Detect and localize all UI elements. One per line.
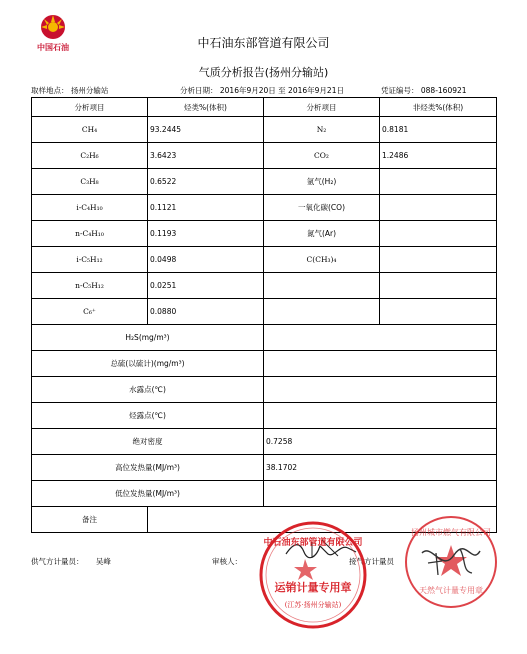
table-row <box>32 299 497 325</box>
table-row <box>32 273 497 299</box>
remark-label: 备注 <box>32 507 148 533</box>
property-value <box>264 377 497 403</box>
property-row <box>32 455 497 481</box>
component-name-2: 一氧化碳(CO) <box>264 195 380 221</box>
logo-text: 中国石油 <box>37 43 69 52</box>
property-value <box>264 351 497 377</box>
component-value-2 <box>380 221 497 247</box>
component-name: i-C₅H₁₂ <box>32 247 148 273</box>
property-label: 烃露点(℃) <box>32 403 264 429</box>
property-row <box>32 481 497 507</box>
date-value: 2016年9月20日 至 2016年9月21日 <box>219 86 344 95</box>
component-name: n-C₄H₁₀ <box>32 221 148 247</box>
stamp2-bottom-text: 天然气计量专用章 <box>419 586 483 595</box>
property-row <box>32 325 497 351</box>
component-value: 0.1121 <box>148 195 264 221</box>
component-value-2 <box>380 273 497 299</box>
property-label: 总硫(以硫计)(mg/m³) <box>32 351 264 377</box>
date-label: 分析日期： <box>180 86 218 95</box>
component-name: CH₄ <box>32 117 148 143</box>
component-value-2: 1.2486 <box>380 143 497 169</box>
component-value: 0.0251 <box>148 273 264 299</box>
component-name-2: 氩气(H₂) <box>264 169 380 195</box>
table-header-row <box>32 98 497 117</box>
cert-value: 088-160921 <box>420 86 467 95</box>
stamp1-top-text: 中石油东部管道有限公司 <box>263 538 363 548</box>
property-row <box>32 429 497 455</box>
component-value: 0.0498 <box>148 247 264 273</box>
component-name: n-C₅H₁₂ <box>32 273 148 299</box>
header-item-2: 分析项目 <box>264 98 380 117</box>
supplier-meter-person <box>31 556 111 567</box>
cert-label: 凭证编号： <box>381 86 419 95</box>
component-value-2 <box>380 195 497 221</box>
property-label: 绝对密度 <box>32 429 264 455</box>
property-label: 高位发热量(MJ/m³) <box>32 455 264 481</box>
component-name: C₂H₆ <box>32 143 148 169</box>
sampling-location <box>31 85 108 96</box>
property-value: 0.7258 <box>264 429 497 455</box>
company-name: 中石油东部管道有限公司 <box>197 36 330 50</box>
header-hydrocarbon: 烃类%(体积) <box>148 98 264 117</box>
table-row <box>32 117 497 143</box>
component-value-2 <box>380 247 497 273</box>
receiver-seal-stamp <box>402 513 500 611</box>
property-value <box>264 325 497 351</box>
component-name-2: CO₂ <box>264 143 380 169</box>
component-value: 0.6522 <box>148 169 264 195</box>
component-name: i-C₄H₁₀ <box>32 195 148 221</box>
component-name-2 <box>264 299 380 325</box>
report-title: 气质分析报告(扬州分输站) <box>198 66 329 79</box>
component-name-2: 氮气(Ar) <box>264 221 380 247</box>
table-row <box>32 195 497 221</box>
reviewer: 审核人： <box>212 557 242 566</box>
property-value: 38.1702 <box>264 455 497 481</box>
component-value-2: 0.8181 <box>380 117 497 143</box>
table-row <box>32 169 497 195</box>
component-name: C₆⁺ <box>32 299 148 325</box>
header-item: 分析项目 <box>32 98 148 117</box>
location-value: 扬州分输站 <box>70 86 109 95</box>
analysis-date <box>180 85 344 96</box>
component-value-2 <box>380 169 497 195</box>
analysis-table <box>31 97 497 533</box>
table-row <box>32 221 497 247</box>
component-value: 93.2445 <box>148 117 264 143</box>
certificate-number <box>381 85 467 96</box>
receiver-meter-person: 接气方计量员 <box>349 557 394 566</box>
property-row <box>32 351 497 377</box>
component-name-2 <box>264 273 380 299</box>
stamp2-top-text: 扬州城市燃气有限公司 <box>411 528 491 537</box>
component-value: 0.1193 <box>148 221 264 247</box>
stamp1-bottom-text: (江苏·扬州分输站) <box>284 601 342 609</box>
component-value: 0.0880 <box>148 299 264 325</box>
property-row <box>32 377 497 403</box>
component-value-2 <box>380 299 497 325</box>
component-name-2: C(CH₃)₄ <box>264 247 380 273</box>
property-label: 低位发热量(MJ/m³) <box>32 481 264 507</box>
property-value <box>264 481 497 507</box>
component-name-2: N₂ <box>264 117 380 143</box>
table-row <box>32 247 497 273</box>
stamp1-mid-text: 运销计量专用章 <box>274 581 352 594</box>
property-value <box>264 403 497 429</box>
table-row <box>32 143 497 169</box>
company-seal-stamp <box>257 519 369 631</box>
header-non-hydrocarbon: 非烃类%(体积) <box>380 98 497 117</box>
supplier-label: 供气方计量员： <box>31 557 84 566</box>
component-name: C₃H₈ <box>32 169 148 195</box>
supplier-name: 吴峰 <box>95 557 111 566</box>
property-label: H₂S(mg/m³) <box>32 325 264 351</box>
component-value: 3.6423 <box>148 143 264 169</box>
property-label: 水露点(℃) <box>32 377 264 403</box>
location-label: 取样地点： <box>31 86 69 95</box>
property-row <box>32 403 497 429</box>
